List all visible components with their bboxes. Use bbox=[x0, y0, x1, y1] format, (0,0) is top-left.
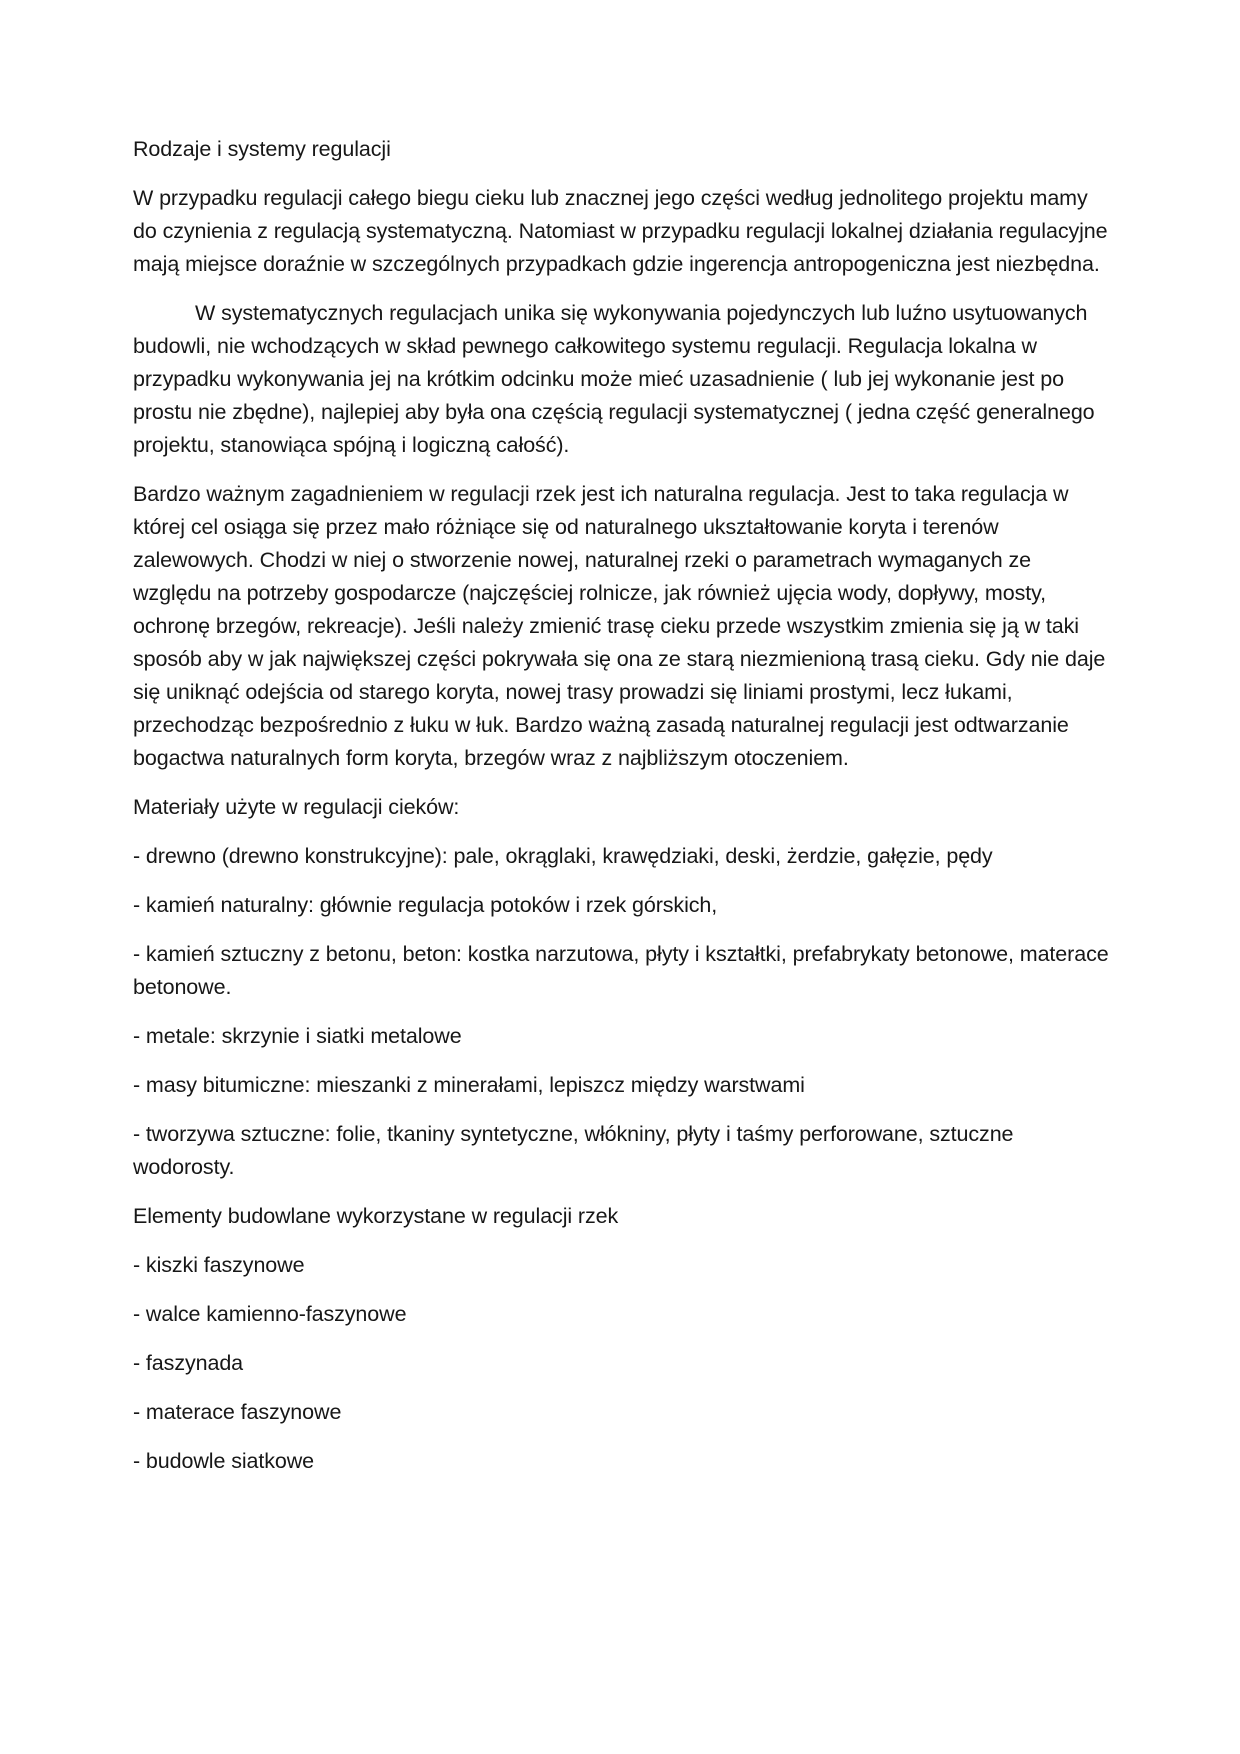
materials-heading: Materiały użyte w regulacji cieków: bbox=[133, 795, 460, 819]
paragraph-regulation-types: W przypadku regulacji całego biegu cieku lub znacznej jego części według jednolitego projektu mamy do czynienia z regulacją systematyczną. Natomiast w przypadku regulacji lokalnej działania regulacyjne mają miejsce doraźnie w szczególnych przypadkach gdzie ingerencja antropogeniczna jest niezbędna. bbox=[133, 186, 1108, 276]
paragraph-natural-regulation: Bardzo ważnym zagadnieniem w regulacji rzek jest ich naturalna regulacja. Jest to taka regulacja w której cel osiąga się przez mało różniące się od naturalnego ukształtowanie koryta i terenów zalewowych. Chodzi w niej o stworzenie nowej, naturalnej rzeki o parametrach wymaganych ze względu na potrzeby gospodarcze (najczęściej rolnicze, jak również ujęcia wody, dopływy, mosty, ochronę brzegów, rekreacje). Jeśli należy zmienić trasę cieku przede wszystkim zmienia się ją w taki sposób aby w jak największej części pokrywała się ona ze starą niezmienioną trasą cieku. Gdy nie daje się uniknąć odejścia od starego koryta, nowej trasy prowadzi się liniami prostymi, lecz łukami, przechodząc bezpośrednio z łuku w łuk. Bardzo ważną zasadą naturalnej regulacji jest odtwarzanie bogactwa naturalnych form koryta, brzegów wraz z najbliższym otoczeniem. bbox=[133, 482, 1106, 770]
list-item-stone-fascine-cylinders: - walce kamienno-faszynowe bbox=[133, 1302, 407, 1326]
list-item-fascinade: - faszynada bbox=[133, 1351, 244, 1375]
elements-heading: Elementy budowlane wykorzystane w regulacji rzek bbox=[133, 1204, 619, 1228]
list-item-wood: - drewno (drewno konstrukcyjne): pale, okrąglaki, krawędziaki, deski, żerdzie, gałęzie, pędy bbox=[133, 844, 993, 868]
list-item-fascine-mattresses: - materace faszynowe bbox=[133, 1400, 342, 1424]
list-item-mesh-structures: - budowle siatkowe bbox=[133, 1449, 315, 1473]
list-item-bitumen: - masy bitumiczne: mieszanki z minerałami, lepiszcz między warstwami bbox=[133, 1073, 805, 1097]
paragraph-systematic-regulation: W systematycznych regulacjach unika się wykonywania pojedynczych lub luźno usytuowanych budowli, nie wchodzących w skład pewnego całkowitego systemu regulacji. Regulacja lokalna w przypadku wykonywania jej na krótkim odcinku może mieć uzasadnienie ( lub jej wykonanie jest po prostu nie zbędne), najlepiej aby była ona częścią regulacji systematycznej ( jedna część generalnego projektu, stanowiąca spójną i logiczną całość). bbox=[133, 301, 1095, 457]
list-item-concrete: - kamień sztuczny z betonu, beton: kostka narzutowa, płyty i kształtki, prefabrykaty betonowe, materace betonowe. bbox=[133, 942, 1109, 999]
list-item-fascine-rolls: - kiszki faszynowe bbox=[133, 1253, 305, 1277]
list-item-plastics: - tworzywa sztuczne: folie, tkaniny syntetyczne, włókniny, płyty i taśmy perforowane, sztuczne wodorosty. bbox=[133, 1122, 1014, 1179]
list-item-metals: - metale: skrzynie i siatki metalowe bbox=[133, 1024, 462, 1048]
list-item-natural-stone: - kamień naturalny: głównie regulacja potoków i rzek górskich, bbox=[133, 893, 718, 917]
document-title: Rodzaje i systemy regulacji bbox=[133, 137, 391, 161]
